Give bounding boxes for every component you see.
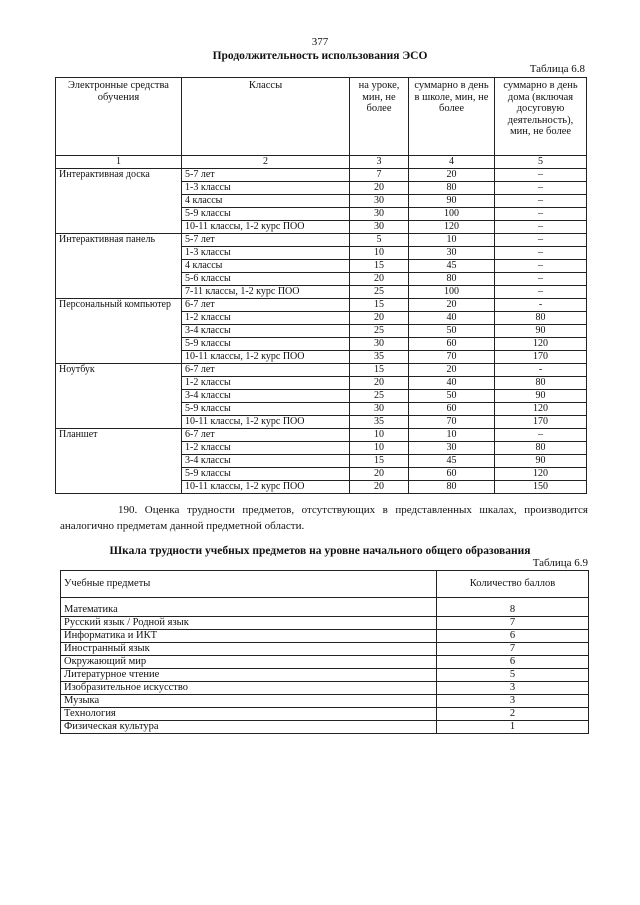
grade-cell: 1-3 классы <box>182 247 350 260</box>
home-minutes-cell: 90 <box>495 455 587 468</box>
grade-cell: 10-11 классы, 1-2 курс ПОО <box>182 221 350 234</box>
grade-cell: 5-9 классы <box>182 338 350 351</box>
school-minutes-cell: 70 <box>409 351 495 364</box>
home-minutes-cell: 170 <box>495 416 587 429</box>
score-cell: 3 <box>437 682 589 695</box>
lesson-minutes-cell: 30 <box>350 403 409 416</box>
header-device: Электронные средства обучения <box>56 78 182 156</box>
table-row <box>56 364 587 377</box>
lesson-minutes-cell: 5 <box>350 234 409 247</box>
table-row <box>56 234 587 247</box>
table1-title: Продолжительность использования ЭСО <box>212 50 428 62</box>
subject-cell: Математика <box>61 598 437 617</box>
home-minutes-cell: 90 <box>495 390 587 403</box>
column-number: 3 <box>350 156 409 169</box>
lesson-minutes-cell: 20 <box>350 377 409 390</box>
subject-cell: Литературное чтение <box>61 669 437 682</box>
grade-cell: 4 классы <box>182 260 350 273</box>
grade-cell: 6-7 лет <box>182 364 350 377</box>
school-minutes-cell: 40 <box>409 377 495 390</box>
school-minutes-cell: 100 <box>409 286 495 299</box>
grade-cell: 3-4 классы <box>182 455 350 468</box>
school-minutes-cell: 100 <box>409 208 495 221</box>
home-minutes-cell: 120 <box>495 338 587 351</box>
eso-duration-table <box>55 77 587 494</box>
header-grade: Классы <box>182 78 350 156</box>
school-minutes-cell: 10 <box>409 429 495 442</box>
device-cell: Интерактивная панель <box>56 234 182 299</box>
school-minutes-cell: 70 <box>409 416 495 429</box>
table-row <box>61 630 589 643</box>
grade-cell: 4 классы <box>182 195 350 208</box>
school-minutes-cell: 80 <box>409 182 495 195</box>
table1-caption: Таблица 6.8 <box>529 63 585 75</box>
home-minutes-cell: 120 <box>495 468 587 481</box>
table2-header-row <box>61 571 589 598</box>
device-cell: Ноутбук <box>56 364 182 429</box>
device-cell: Интерактивная доска <box>56 169 182 234</box>
device-cell: Планшет <box>56 429 182 494</box>
lesson-minutes-cell: 35 <box>350 351 409 364</box>
header-home: суммарно в день дома (включая досуговую деятельность), мин, не более <box>495 78 587 156</box>
lesson-minutes-cell: 25 <box>350 390 409 403</box>
difficulty-scale-table <box>60 570 589 734</box>
score-cell: 5 <box>437 669 589 682</box>
table2-title: Шкала трудности учебных предметов на уровне начального общего образования <box>109 545 531 557</box>
school-minutes-cell: 60 <box>409 403 495 416</box>
table-row <box>61 617 589 630</box>
table1-header-row <box>56 78 587 156</box>
home-minutes-cell: 80 <box>495 442 587 455</box>
table-row <box>61 721 589 734</box>
column-number-row <box>56 156 587 169</box>
home-minutes-cell: 120 <box>495 403 587 416</box>
school-minutes-cell: 90 <box>409 195 495 208</box>
home-minutes-cell: – <box>495 234 587 247</box>
table-row <box>61 695 589 708</box>
grade-cell: 6-7 лет <box>182 429 350 442</box>
home-minutes-cell: - <box>495 299 587 312</box>
subject-cell: Изобразительное искусство <box>61 682 437 695</box>
grade-cell: 10-11 классы, 1-2 курс ПОО <box>182 481 350 494</box>
home-minutes-cell: – <box>495 221 587 234</box>
header-school: суммарно в день в школе, мин, не более <box>409 78 495 156</box>
header-lesson: на уроке, мин, не более <box>350 78 409 156</box>
grade-cell: 1-2 классы <box>182 377 350 390</box>
subject-cell: Информатика и ИКТ <box>61 630 437 643</box>
paragraph-190: 190. Оценка трудности предметов, отсутствующих в представленных шкалах, производится аналогично предметам данной предметной области. <box>60 504 588 532</box>
table-row <box>61 682 589 695</box>
column-number: 1 <box>56 156 182 169</box>
score-cell: 2 <box>437 708 589 721</box>
table-row <box>56 429 587 442</box>
lesson-minutes-cell: 15 <box>350 260 409 273</box>
lesson-minutes-cell: 15 <box>350 364 409 377</box>
grade-cell: 5-7 лет <box>182 234 350 247</box>
grade-cell: 1-3 классы <box>182 182 350 195</box>
lesson-minutes-cell: 7 <box>350 169 409 182</box>
home-minutes-cell: – <box>495 429 587 442</box>
lesson-minutes-cell: 30 <box>350 208 409 221</box>
lesson-minutes-cell: 10 <box>350 442 409 455</box>
lesson-minutes-cell: 10 <box>350 429 409 442</box>
grade-cell: 5-9 классы <box>182 403 350 416</box>
school-minutes-cell: 10 <box>409 234 495 247</box>
subject-cell: Физическая культура <box>61 721 437 734</box>
table-row <box>61 643 589 656</box>
home-minutes-cell: – <box>495 260 587 273</box>
school-minutes-cell: 80 <box>409 273 495 286</box>
subject-cell: Русский язык / Родной язык <box>61 617 437 630</box>
grade-cell: 10-11 классы, 1-2 курс ПОО <box>182 416 350 429</box>
school-minutes-cell: 50 <box>409 390 495 403</box>
lesson-minutes-cell: 30 <box>350 195 409 208</box>
grade-cell: 6-7 лет <box>182 299 350 312</box>
column-number: 2 <box>182 156 350 169</box>
page-number: 377 <box>311 36 329 48</box>
score-cell: 6 <box>437 656 589 669</box>
score-cell: 7 <box>437 617 589 630</box>
table-row <box>61 669 589 682</box>
school-minutes-cell: 20 <box>409 299 495 312</box>
grade-cell: 3-4 классы <box>182 325 350 338</box>
home-minutes-cell: - <box>495 364 587 377</box>
lesson-minutes-cell: 20 <box>350 312 409 325</box>
score-cell: 7 <box>437 643 589 656</box>
lesson-minutes-cell: 20 <box>350 468 409 481</box>
home-minutes-cell: – <box>495 182 587 195</box>
table-row <box>61 598 589 617</box>
school-minutes-cell: 40 <box>409 312 495 325</box>
school-minutes-cell: 45 <box>409 260 495 273</box>
lesson-minutes-cell: 20 <box>350 273 409 286</box>
subject-cell: Окружающий мир <box>61 656 437 669</box>
school-minutes-cell: 30 <box>409 442 495 455</box>
lesson-minutes-cell: 30 <box>350 338 409 351</box>
grade-cell: 1-2 классы <box>182 312 350 325</box>
lesson-minutes-cell: 25 <box>350 286 409 299</box>
subject-cell: Иностранный язык <box>61 643 437 656</box>
school-minutes-cell: 60 <box>409 468 495 481</box>
lesson-minutes-cell: 35 <box>350 416 409 429</box>
home-minutes-cell: 150 <box>495 481 587 494</box>
home-minutes-cell: – <box>495 286 587 299</box>
header-score: Количество баллов <box>437 571 589 598</box>
school-minutes-cell: 120 <box>409 221 495 234</box>
home-minutes-cell: – <box>495 247 587 260</box>
table-row <box>61 656 589 669</box>
grade-cell: 5-9 классы <box>182 468 350 481</box>
score-cell: 6 <box>437 630 589 643</box>
home-minutes-cell: 80 <box>495 377 587 390</box>
lesson-minutes-cell: 30 <box>350 221 409 234</box>
home-minutes-cell: – <box>495 195 587 208</box>
home-minutes-cell: 90 <box>495 325 587 338</box>
lesson-minutes-cell: 20 <box>350 481 409 494</box>
table2-caption: Таблица 6.9 <box>532 557 588 569</box>
school-minutes-cell: 80 <box>409 481 495 494</box>
grade-cell: 10-11 классы, 1-2 курс ПОО <box>182 351 350 364</box>
grade-cell: 5-7 лет <box>182 169 350 182</box>
lesson-minutes-cell: 20 <box>350 182 409 195</box>
school-minutes-cell: 20 <box>409 169 495 182</box>
score-cell: 3 <box>437 695 589 708</box>
column-number: 4 <box>409 156 495 169</box>
grade-cell: 1-2 классы <box>182 442 350 455</box>
home-minutes-cell: – <box>495 273 587 286</box>
column-number: 5 <box>495 156 587 169</box>
school-minutes-cell: 50 <box>409 325 495 338</box>
lesson-minutes-cell: 10 <box>350 247 409 260</box>
home-minutes-cell: – <box>495 208 587 221</box>
school-minutes-cell: 20 <box>409 364 495 377</box>
score-cell: 8 <box>437 598 589 617</box>
grade-cell: 5-9 классы <box>182 208 350 221</box>
grade-cell: 7-11 классы, 1-2 курс ПОО <box>182 286 350 299</box>
lesson-minutes-cell: 15 <box>350 299 409 312</box>
table-row <box>61 708 589 721</box>
home-minutes-cell: 170 <box>495 351 587 364</box>
score-cell: 1 <box>437 721 589 734</box>
home-minutes-cell: – <box>495 169 587 182</box>
device-cell: Персональный компьютер <box>56 299 182 364</box>
table-row <box>56 299 587 312</box>
lesson-minutes-cell: 15 <box>350 455 409 468</box>
school-minutes-cell: 60 <box>409 338 495 351</box>
school-minutes-cell: 45 <box>409 455 495 468</box>
grade-cell: 5-6 классы <box>182 273 350 286</box>
school-minutes-cell: 30 <box>409 247 495 260</box>
subject-cell: Музыка <box>61 695 437 708</box>
home-minutes-cell: 80 <box>495 312 587 325</box>
lesson-minutes-cell: 25 <box>350 325 409 338</box>
header-subject: Учебные предметы <box>61 571 437 598</box>
subject-cell: Технология <box>61 708 437 721</box>
table-row <box>56 169 587 182</box>
grade-cell: 3-4 классы <box>182 390 350 403</box>
